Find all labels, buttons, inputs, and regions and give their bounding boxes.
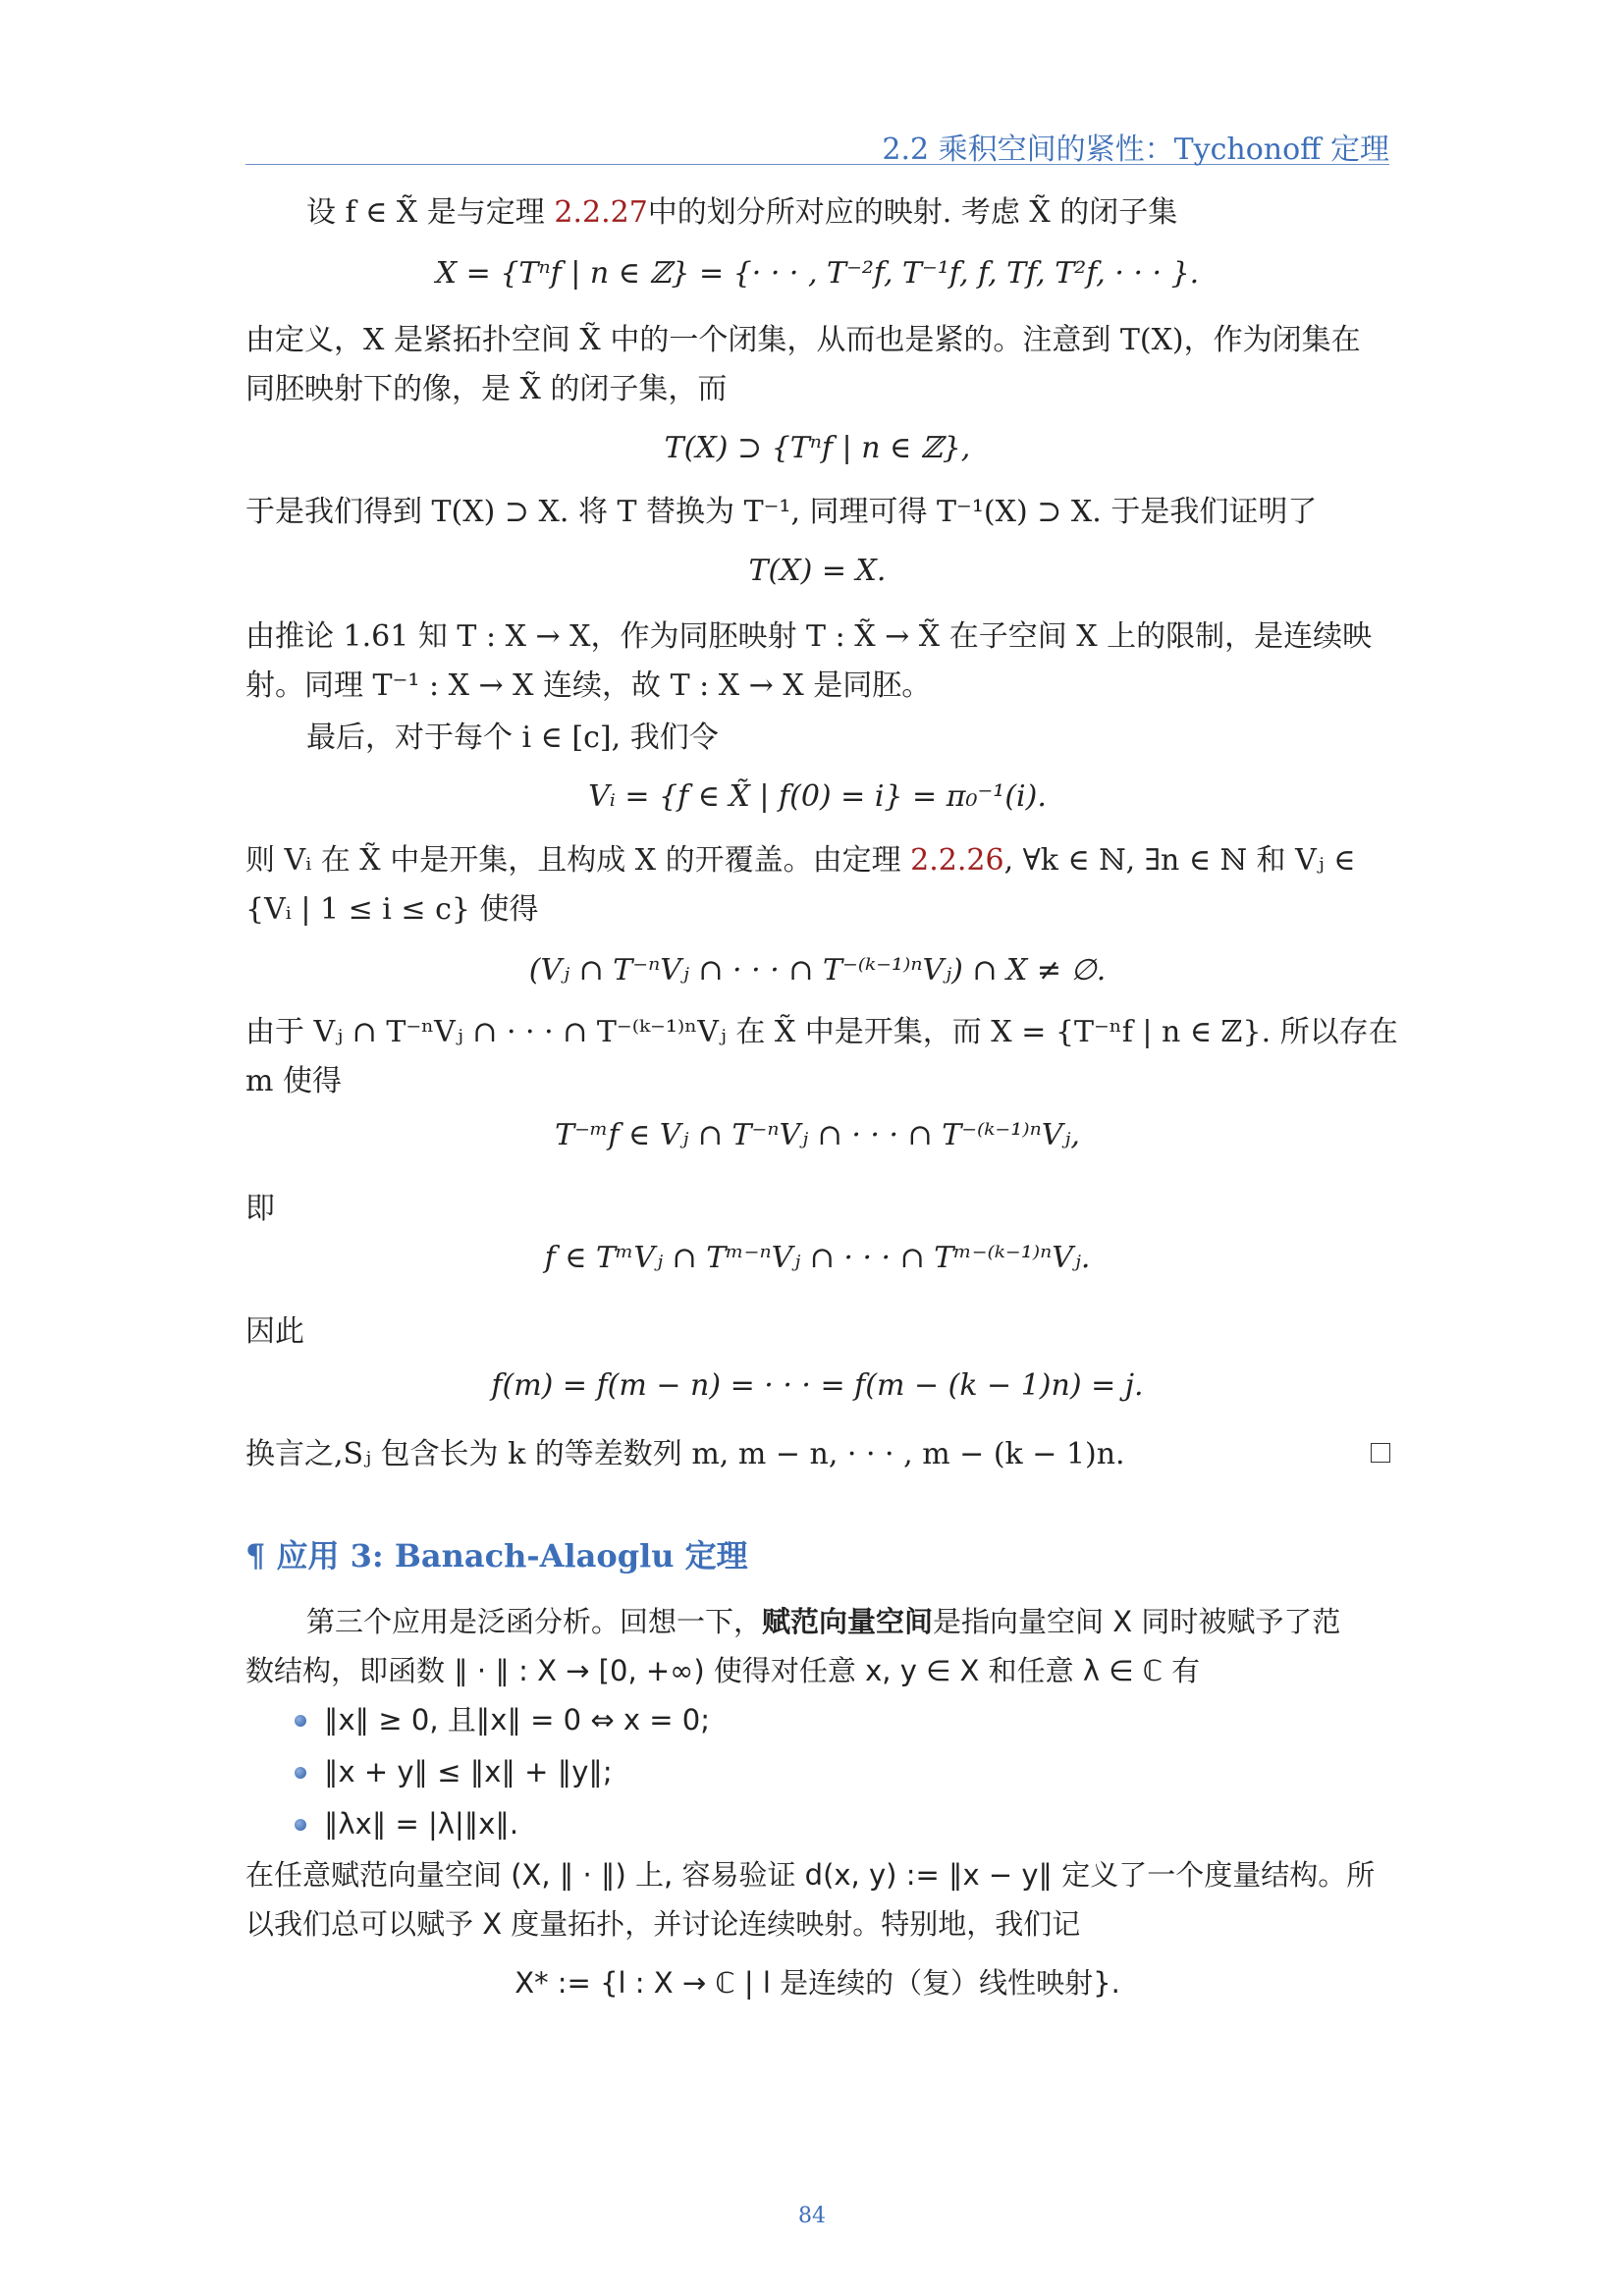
paragraph-line: 于是我们得到 T(X) ⊃ X. 将 T 替换为 T⁻¹, 同理可得 T⁻¹(X) ⊃ X. 于是我们证明了 <box>245 495 1318 529</box>
paragraph-line: 由推论 1.61 知 T : X → X，作为同胚映射 T : X̃ → X̃ 在子空间 X 上的限制，是连续映 <box>245 619 1373 654</box>
paragraph-line: 数结构，即函数 ∥ · ∥ : X → [0, +∞) 使得对任意 x, y ∈ X 和任意 λ ∈ ℂ 有 <box>245 1654 1201 1687</box>
equation: (Vⱼ ∩ T⁻ⁿVⱼ ∩ · · · ∩ T⁻⁽ᵏ⁻¹⁾ⁿVⱼ) ∩ X ≠ ∅. <box>528 953 1107 988</box>
equation: T(X) = X. <box>748 554 887 588</box>
equation: Vᵢ = {f ∈ X̃ | f(0) = i} = π₀⁻¹(i). <box>588 779 1047 814</box>
paragraph-line: {Vᵢ | 1 ≤ i ≤ c} 使得 <box>245 892 539 927</box>
equation: T⁻ᵐf ∈ Vⱼ ∩ T⁻ⁿVⱼ ∩ · · · ∩ T⁻⁽ᵏ⁻¹⁾ⁿVⱼ, <box>555 1118 1080 1152</box>
bullet-icon <box>295 1767 306 1779</box>
paragraph-line <box>306 196 1177 230</box>
bold-term: 赋范向量空间 <box>762 1605 934 1638</box>
paragraph-line <box>306 1605 1340 1638</box>
equation: f ∈ TᵐVⱼ ∩ Tᵐ⁻ⁿVⱼ ∩ · · · ∩ Tᵐ⁻⁽ᵏ⁻¹⁾ⁿVⱼ. <box>544 1241 1091 1275</box>
paragraph-line: 由定义，X 是紧拓扑空间 X̃ 中的一个闭集，从而也是紧的。注意到 T(X)，作为闭集在 <box>245 323 1361 357</box>
paragraph-line: 由于 Vⱼ ∩ T⁻ⁿVⱼ ∩ · · · ∩ T⁻⁽ᵏ⁻¹⁾ⁿVⱼ 在 X̃ 中是开集，而 X = {T⁻ⁿf | n ∈ ℤ}. 所以存在 <box>245 1015 1398 1049</box>
text: 则 Vᵢ 在 X̃ 中是开集，且构成 X 的开覆盖。由定理 <box>245 843 911 878</box>
equation: T(X) ⊃ {Tⁿf | n ∈ ℤ}, <box>664 431 971 465</box>
running-header <box>245 123 1389 165</box>
equation: X = {Tⁿf | n ∈ ℤ} = {· · · , T⁻²f, T⁻¹f, f, Tf, T²f, · · · }. <box>435 256 1200 291</box>
list-item: ∥λx∥ = |λ|∥x∥. <box>324 1807 519 1841</box>
header-title: 2.2 乘积空间的紧性：Tychonoff 定理 <box>882 133 1389 167</box>
text: 中的划分所对应的映射. 考虑 X̃ 的闭子集 <box>647 195 1178 230</box>
equation: f(m) = f(m − n) = · · · = f(m − (k − 1)n) = j. <box>491 1368 1144 1403</box>
page-number: 84 <box>798 2204 826 2228</box>
list-item: ∥x + y∥ ≤ ∥x∥ + ∥y∥; <box>324 1755 613 1789</box>
paragraph-line: 在任意赋范向量空间 (X, ∥ · ∥) 上, 容易验证 d(x, y) := ∥x − y∥ 定义了一个度量结构。所 <box>245 1858 1376 1892</box>
paragraph-line: 同胚映射下的像，是 X̃ 的闭子集，而 <box>245 372 728 406</box>
paragraph-line: 换言之,Sⱼ 包含长为 k 的等差数列 m, m − n, · · · , m − (k − 1)n. <box>245 1437 1125 1471</box>
text: 设 f ∈ X̃ 是与定理 <box>306 195 555 230</box>
paragraph-line: m 使得 <box>245 1064 342 1098</box>
bullet-icon <box>295 1715 306 1727</box>
paragraph-line: 射。同理 T⁻¹ : X → X 连续，故 T : X → X 是同胚。 <box>245 668 932 703</box>
text: 第三个应用是泛函分析。回想一下， <box>306 1605 763 1638</box>
section-heading: ¶ 应用 3: Banach-Alaoglu 定理 <box>245 1537 748 1575</box>
paragraph-line: 即 <box>245 1192 275 1226</box>
qed-box <box>1371 1443 1390 1463</box>
text: , ∀k ∈ ℕ, ∃n ∈ ℕ 和 Vⱼ ∈ <box>1003 843 1356 878</box>
list-item: ∥x∥ ≥ 0, 且∥x∥ = 0 ⇔ x = 0; <box>324 1703 710 1736</box>
paragraph-line: 最后，对于每个 i ∈ [c], 我们令 <box>306 721 719 755</box>
paragraph-line: 以我们总可以赋予 X 度量拓扑，并讨论连续映射。特别地，我们记 <box>245 1907 1081 1941</box>
paragraph-line: 因此 <box>245 1314 304 1349</box>
equation: X* := {l : X → ℂ | l 是连续的（复）线性映射}. <box>514 1966 1120 2000</box>
bullet-icon <box>295 1819 306 1831</box>
theorem-reference-link[interactable]: 2.2.26 <box>910 843 1004 878</box>
theorem-reference-link[interactable]: 2.2.27 <box>554 195 648 230</box>
text: 是指向量空间 X 同时被赋予了范 <box>933 1605 1341 1638</box>
paragraph-line <box>245 844 1355 878</box>
